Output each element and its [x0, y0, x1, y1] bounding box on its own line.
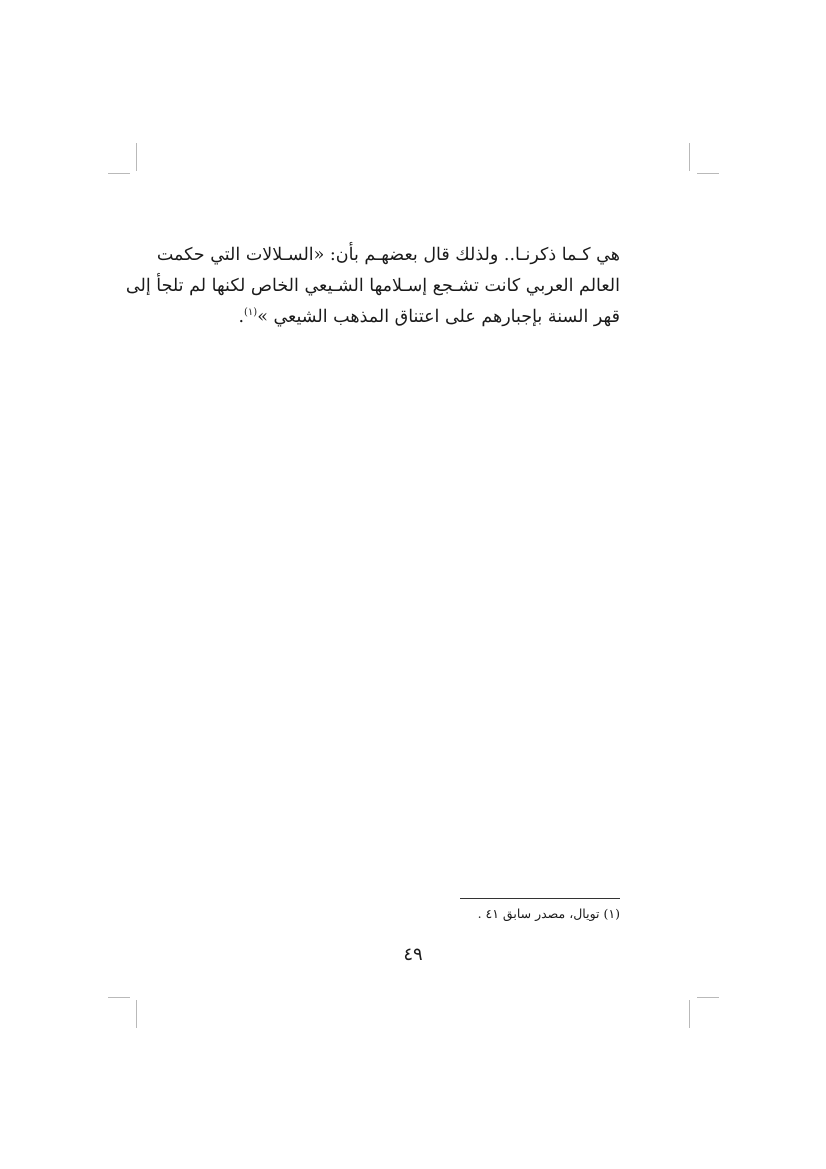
crop-mark-bottom-left-horizontal: [108, 997, 130, 998]
crop-mark-top-left-vertical: [136, 143, 137, 171]
body-line-2: العالم العربي كانت تشـجع إسـلامها الشـيعي الخاص لكنها لم تلجأ إلى: [125, 276, 620, 296]
body-line-3-text: قهر السنة بإجبارهم على اعتناق المذهب الشيعي »: [257, 307, 620, 327]
crop-mark-bottom-right-vertical: [689, 1000, 690, 1028]
footnote-text: (١) تويال، مصدر سابق ٤١ .: [477, 906, 620, 921]
crop-mark-top-right-vertical: [689, 143, 690, 171]
body-line-3: [205, 302, 620, 333]
footnote-reference[interactable]: (١): [244, 307, 258, 319]
crop-mark-bottom-right-horizontal: [697, 997, 719, 998]
body-line-1: هي كـما ذكرنـا.. ولذلك قال بعضهـم بأن: «السـلالات التي حكمت: [156, 245, 620, 265]
body-paragraph: [125, 240, 620, 333]
crop-mark-top-right-horizontal: [697, 173, 719, 174]
footnote-separator: [460, 898, 620, 899]
body-line-3-period: .: [238, 307, 245, 327]
page-number: ٤٩: [403, 944, 423, 965]
crop-mark-bottom-left-vertical: [136, 1000, 137, 1028]
crop-mark-top-left-horizontal: [108, 173, 130, 174]
